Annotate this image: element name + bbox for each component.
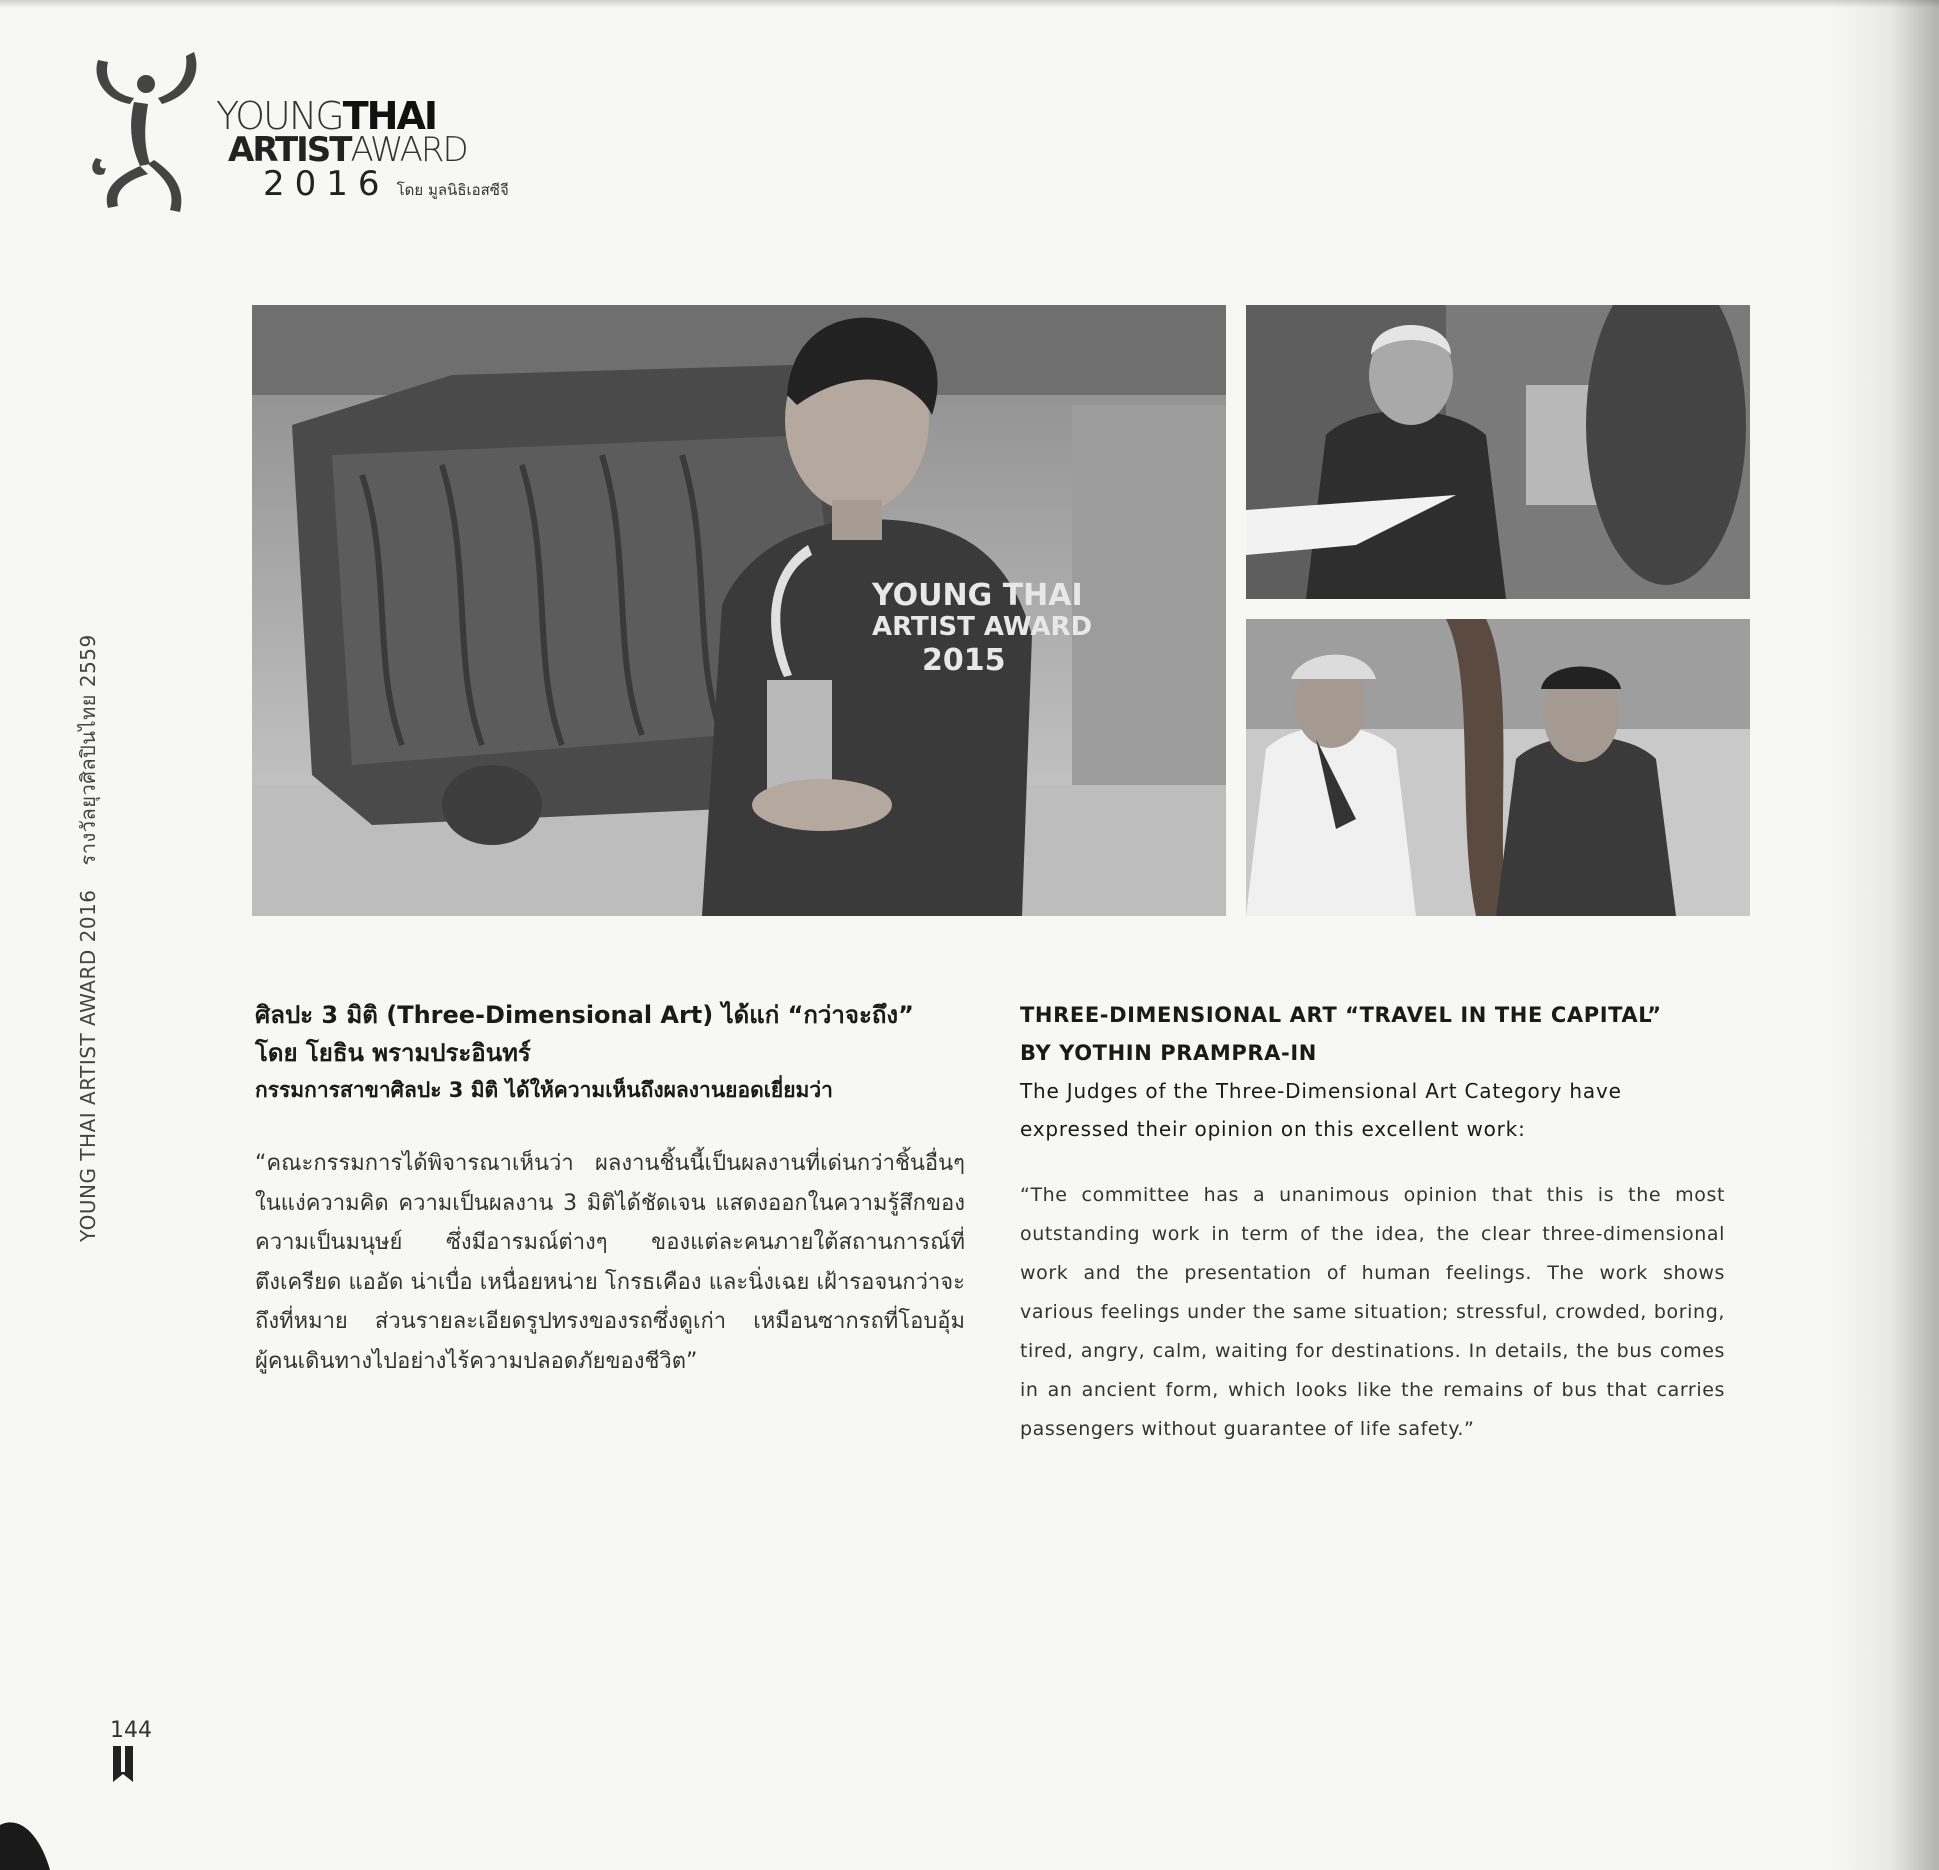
logo-thai: THAI [342,94,437,138]
trophy-logo-year: 2015 [922,643,1006,678]
photo-main-image [252,305,1226,916]
english-quote: “The committee has a unanimous opinion that this is the most outstanding work in term of the idea, the clear three-dimensional work and the presentation of human feelings. The work shows various feelings under the same situation; stressful, crowded, boring, tired, angry, calm, waiting for destinations. In details, the bus comes in an ancient form, which looks like the remains of bus that carries passengers without guarantee of life safety.” [1020,1184,1725,1440]
logo-year: 2016 [263,164,390,204]
thai-title-line-2: โดย โยธิน พรามประอินทร์ [255,1039,531,1067]
side-title-thai: รางวัลยุวศิลปินไทย 2559 [76,634,100,866]
english-title-line-2: BY YOTHIN PRAMPRA-IN [1020,1041,1317,1065]
bookmark-icon [113,1746,133,1782]
page-top-edge [0,0,1939,8]
logo-artist: ARTIST [228,130,351,170]
award-logo [88,48,509,218]
logo-young: YOUNG [216,94,343,138]
thai-title-line-1: ศิลปะ 3 มิติ (Three-Dimensional Art) ได้แก่ “กว่าจะถึง” [255,1001,914,1029]
thai-quote: “คณะกรรมการได้พิจารณาเห็นว่า ผลงานชิ้นนี้เป็นผลงานที่เด่นกว่าชิ้นอื่นๆ ในแง่ความคิด ความเป็นผลงาน 3 มิติได้ชัดเจน แสดงออกในความรู้สึกของความเป็นมนุษย์ ซึ่งมีอารมณ์ต่างๆ ของแต่ละคนภายใต้สถานการณ์ที่ตึงเครียด แออัด น่าเบื่อ เหนื่อยหน่าย โกรธเคือง และนิ่งเฉย เฝ้ารอจนกว่าจะถึงที่หมาย ส่วนรายละเอียดรูปทรงของรถซึ่งดูเก่า เหมือนซากรถที่โอบอุ้มผู้คนเดินทางไปอย่างไร้ความปลอดภัยของชีวิต” [255,1151,965,1374]
page-number: 144 [110,1718,152,1743]
photo-judges-discussing [1246,619,1750,916]
logo-line-3 [263,164,509,204]
trophy-logo-text-1: YOUNG THAI [872,578,1083,613]
logo-by-line: โดย มูลนิธิเอสซีจี [396,181,509,199]
photo-artist-with-trophy [252,305,1226,916]
english-title-line-1: THREE-DIMENSIONAL ART “TRAVEL IN THE CAPITAL” [1020,1003,1662,1027]
thai-text-column [255,996,965,1381]
photo-bottom-right-image [1246,619,1750,916]
photo-judge-reading [1246,305,1750,599]
logo-award: AWARD [350,130,467,170]
thai-subtitle: กรรมการสาขาศิลปะ 3 มิติ ได้ให้ความเห็นถึงผลงานยอดเยี่ยมว่า [255,1078,833,1102]
english-text-column [1020,996,1725,1449]
trophy-logo-text-2: ARTIST AWARD [872,612,1093,642]
photo-top-right-image [1246,305,1750,599]
dancing-figure-icon [88,48,218,218]
running-side-title [72,634,104,1242]
page-corner-mark [0,1815,60,1870]
logo-line-2 [228,132,467,168]
side-title-english: YOUNG THAI ARTIST AWARD 2016 [76,889,100,1242]
english-subtitle: The Judges of the Three-Dimensional Art Category have expressed their opinion on this excellent work: [1020,1079,1622,1141]
page-gutter-shadow [1829,0,1939,1870]
